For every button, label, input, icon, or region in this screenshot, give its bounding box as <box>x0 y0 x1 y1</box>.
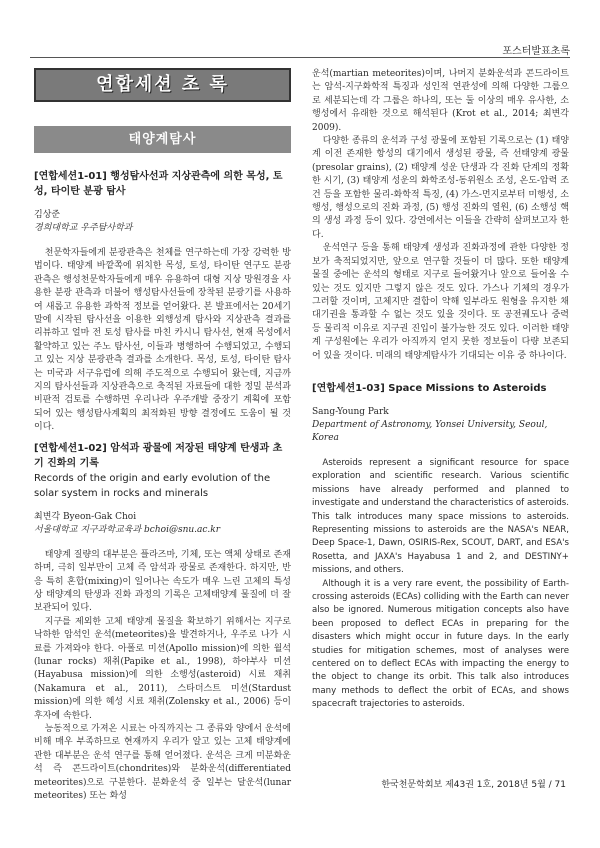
abstract-2-paragraph-2: 지구를 제외한 고체 태양계 물질을 확보하기 위해서는 지구로 낙하한 암석인 운석(meteorites)을 발견하거나, 우주로 나가 시료를 가져와야 한다. 아폴로 미션(Apollo mission)에 의한 월석(lunar rocks) 채취(Papike et al., 1998), 하야부사 미션(Hayabusa mission)에 의한 소행성(asteroid) 시료 채취(Nakamura et al., 2011), 스타더스트 미션(Stardust mission)에 의한 혜성 시료 채취(Zolensky et al., 2006) 등이 후자에 속한다. <box>34 616 291 721</box>
abstract-2-affiliation: 서울대학교 지구과학교육과 bchoi@snu.ac.kr <box>34 524 221 535</box>
abstract-3 <box>312 381 569 712</box>
abstract-1-body: 천문학자들에게 분광관측은 천체를 연구하는데 가장 강력한 방법이다. 태양계 바깥쪽에 위치한 목성, 토성, 타이탄 연구도 분광관측은 행성천문학자들에게 매우 유용하여 대형 지상 망원경을 사용한 분광 관측과 더불어 행성탐사선들에 장착된 분광기를 사용하여 새롭고 유용한 과학적 정보를 얻어왔다. 본 발표에서는 20세기 말에 시작된 탐사선을 이용한 외행성계 탐사와 지상관측 결과를 리뷰하고 얼마 전 토성 탐사를 마친 카시니 탐사선, 현재 목성에서 활약하고 있는 주노 탐사선, 이들과 병행하여 수행되었고, 수행되고 있는 지상 분광관측 결과를 소개한다. 목성, 토성, 타이탄 탐사는 미국과 서구유럽에 의해 주도적으로 수행되어 왔는데, 지금까지의 탐사선들과 지상관측으로 축적된 자료들에 대한 정밀 분석과 비판적 검토를 수행하면 우리나라 우주개발 중장기 계획에 포함 되어 있는 행성탐사계획의 최적화된 방향 결정에도 도움이 될 것이다. <box>34 248 291 433</box>
section-band <box>34 126 291 153</box>
abstract-3-paragraph-1: Asteroids represent a significant resource for space exploration and scientific research. Various scientific missions have already performed and planned to investigate and understand the characteristics of asteroids. This talk introduces many space missions to asteroids. Representing missions to asteroids are the NASA's NEAR, Deep Space-1, Dawn, OSIRIS-Rex, SCOUT, DART, and ESA's Rosetta, and JAXA's Hayabusa 1 and 2, and DESTINY+ missions, and others. <box>312 457 569 576</box>
abstract-2-author: 최변각 Byeon-Gak Choi <box>34 511 137 522</box>
header-section-label: 포스터발표초록 <box>502 46 570 57</box>
abstract-1 <box>34 169 291 435</box>
section-band-title: 태양계탐사 <box>128 131 197 147</box>
abstract-2-title-en: Records of the origin and early evolution of the solar system in rocks and minerals <box>34 472 271 499</box>
abstract-1-title: [연합세션1-01] 행성탐사선과 지상관측에 의한 목성, 토성, 타이탄 분광 탐사 <box>34 171 283 197</box>
abstract-2-paragraph-6: 운석연구 등을 통해 태양계 생성과 진화과정에 관한 다양한 정보가 축적되었지만, 앞으로 연구할 것들이 더 많다. 또한 태양계 물질 중에는 운석의 형태로 지구로 들어왔거나 앞으로 들어올 수 있는 것도 있지만 그렇지 않은 것도 있다. 가스나 기체의 경우가 그러할 것이며, 고체지만 결합이 약해 일부라도 원형을 유지한 채 대기권을 통과할 수 없는 것도 있을 것이다. 또 공전궤도나 중력 등 물리적 이유로 지구권 진입이 불가능한 것도 있다. 이러한 태양계 구성원에는 우리가 아직까지 얻지 못한 정보들이 다량 보존되어 있을 것이다. 미래의 태양계탐사가 기대되는 이유 중 하나이다. <box>312 243 569 361</box>
spacer <box>312 363 569 375</box>
abstract-3-paragraph-2: Although it is a very rare event, the possibility of Earth-crossing asteroids (ECAs) colliding with the Earth can never also be ignored. Numerous mitigation concepts also have been proposed to deflect ECAs in preparing for the disasters which might occur in future days. In the early studies for mitigation schemes, most of analyses were centered on to deflect ECAs with impacting the energy to the object to change its orbit. This talk also introduces many methods to deflect the orbit of ECAs, and shows spacecraft trajectories to asteroids. <box>312 578 569 710</box>
main-title-box <box>34 68 291 102</box>
header-rule <box>30 57 570 58</box>
abstract-2-paragraph-5: 다양한 종류의 운석과 구성 광물에 포함된 기록으로는 (1) 태양계 이전 존재한 항성의 대기에서 생성된 광물, 즉 선태양계 광물(presolar grains), (2) 태양계 성운 단생과 각 진화 단계의 정확한 시기, (3) 태양계 성운의 화학조성-동위원소 조성, 온도-압력 조건 등을 포함한 물리-화학적 특징, (4) 가스-먼지로부터 미행성, 소행성, 행성으로의 진화 과정, (5) 행성 진화의 열원, (6) 소행성 핵의 생성 과정 등이 있다. 강연에서는 이들을 간략히 살펴보고자 한다. <box>312 136 569 240</box>
left-column <box>34 68 291 803</box>
abstract-2-title <box>34 441 291 501</box>
abstract-1-author: 김상준 <box>34 210 61 220</box>
footer-page-info: 한국천문학회보 제43권 1호, 2018년 5월 / 71 <box>381 780 566 790</box>
right-column <box>312 68 569 712</box>
main-title: 연합세션 초 록 <box>96 74 229 96</box>
abstract-2-title-ko: [연합세션1-02] 암석과 광물에 저장된 태양계 탄생과 초기 진화의 기록 <box>34 442 283 469</box>
abstract-1-affiliation: 경희대학교 우주탐사학과 <box>34 223 133 233</box>
abstract-3-title: [연합세션1-03] Space Missions to Asteroids <box>312 382 547 394</box>
abstract-2-paragraph-3: 능동적으로 가져온 시료는 아직까지는 그 종류와 양에서 운석에 비해 매우 부족하므로 현재까지 우리가 알고 있는 고체 태양계에 관한 대부분은 운석 연구를 통해 얻어졌다. 운석은 크게 미분화운석 즉 콘드라이트(chondrites)와 분화운석(differentiated meteorites)으로 구분한다. 분화운석 중 일부는 달운석(lunar meteorites) 또는 화성 <box>34 723 291 801</box>
abstract-2 <box>34 441 291 804</box>
abstract-3-affiliation: Department of Astronomy, Yonsei University, Seoul, Korea <box>312 419 548 443</box>
abstract-2-paragraph-1: 태양계 질량의 대부분은 플라즈마, 기체, 또는 액체 상태로 존재하며, 극히 일부만이 고체 즉 암석과 광물로 존재한다. 하지만, 반응 특히 혼합(mixing)이 일어나는 속도가 매우 느린 고체의 특성상 태양계의 탄생과 진화 과정의 기록은 고체태양계 물질에 더 잘 보관되어 있다. <box>34 549 291 614</box>
abstract-2-paragraph-4: 운석(martian meteorites)이며, 나머지 분화운석과 콘드라이트는 암석-지구화학적 특징과 성인적 연관성에 의해 다양한 그룹으로 세분되는데 각 그룹은 하나의, 또는 둘 이상의 매우 유사한, 소행성에서 유래한 것으로 해석된다 (Krot et al., 2014; 최변각 2009). <box>312 69 569 133</box>
abstract-3-author: Sang-Young Park <box>312 406 389 417</box>
